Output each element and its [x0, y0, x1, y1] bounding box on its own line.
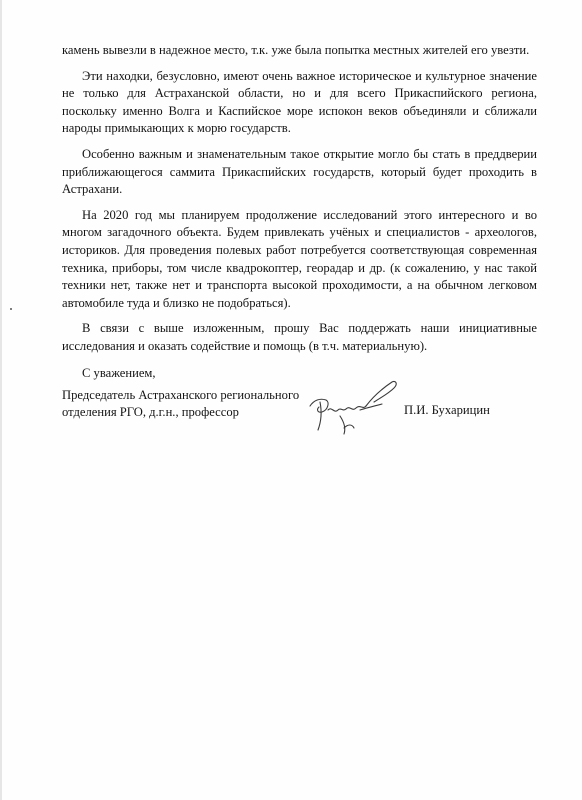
signer-title-line-2: отделения РГО, д.г.н., профессор: [62, 405, 239, 420]
signer-name: П.И. Бухарицин: [404, 403, 490, 417]
handwritten-signature: [300, 372, 410, 440]
scan-speck: [10, 308, 12, 310]
paragraph-2: Эти находки, безусловно, имеют очень важное историческое и культурное значение не только для Астраханской области, но и для всего Прикаспийского региона, поскольку именно Волга и Каспийское море испокон веков объединяли и сближали народы примыкающих к морю государств.: [62, 68, 537, 136]
closing-salutation: С уважением,: [82, 366, 156, 380]
paragraph-5: В связи с выше изложенным, прошу Вас поддержать наши инициативные исследования и оказать содействие и помощь (в т.ч. материальную).: [62, 321, 537, 353]
scan-edge-shadow: [0, 0, 2, 800]
paragraph-4: На 2020 год мы планируем продолжение исследований этого интересного и во многом загадочного объекта. Будем привлекать учёных и специалистов - археологов, историков. Для проведения полевых работ потребуется соответствующая современная техника, приборы, том числе квадрокоптер, георадар и др. (к сожалению, у нас такой техники нет, также нет и транспорта высокой проходимости, а на обычном легковом автомобиле туда и близко не подобраться).: [62, 207, 537, 310]
signer-title-line-1: Председатель Астраханского регионального: [62, 387, 300, 402]
paragraph-3: Особенно важным и знаменательным такое открытие могло бы стать в преддверии приближающегося саммита Прикаспийских государств, который будет проходить в Астрахани.: [62, 146, 537, 197]
letter-body: [62, 42, 537, 364]
paragraph-1: камень вывезли в надежное место, т.к. уже была попытка местных жителей его увезти.: [62, 43, 530, 57]
